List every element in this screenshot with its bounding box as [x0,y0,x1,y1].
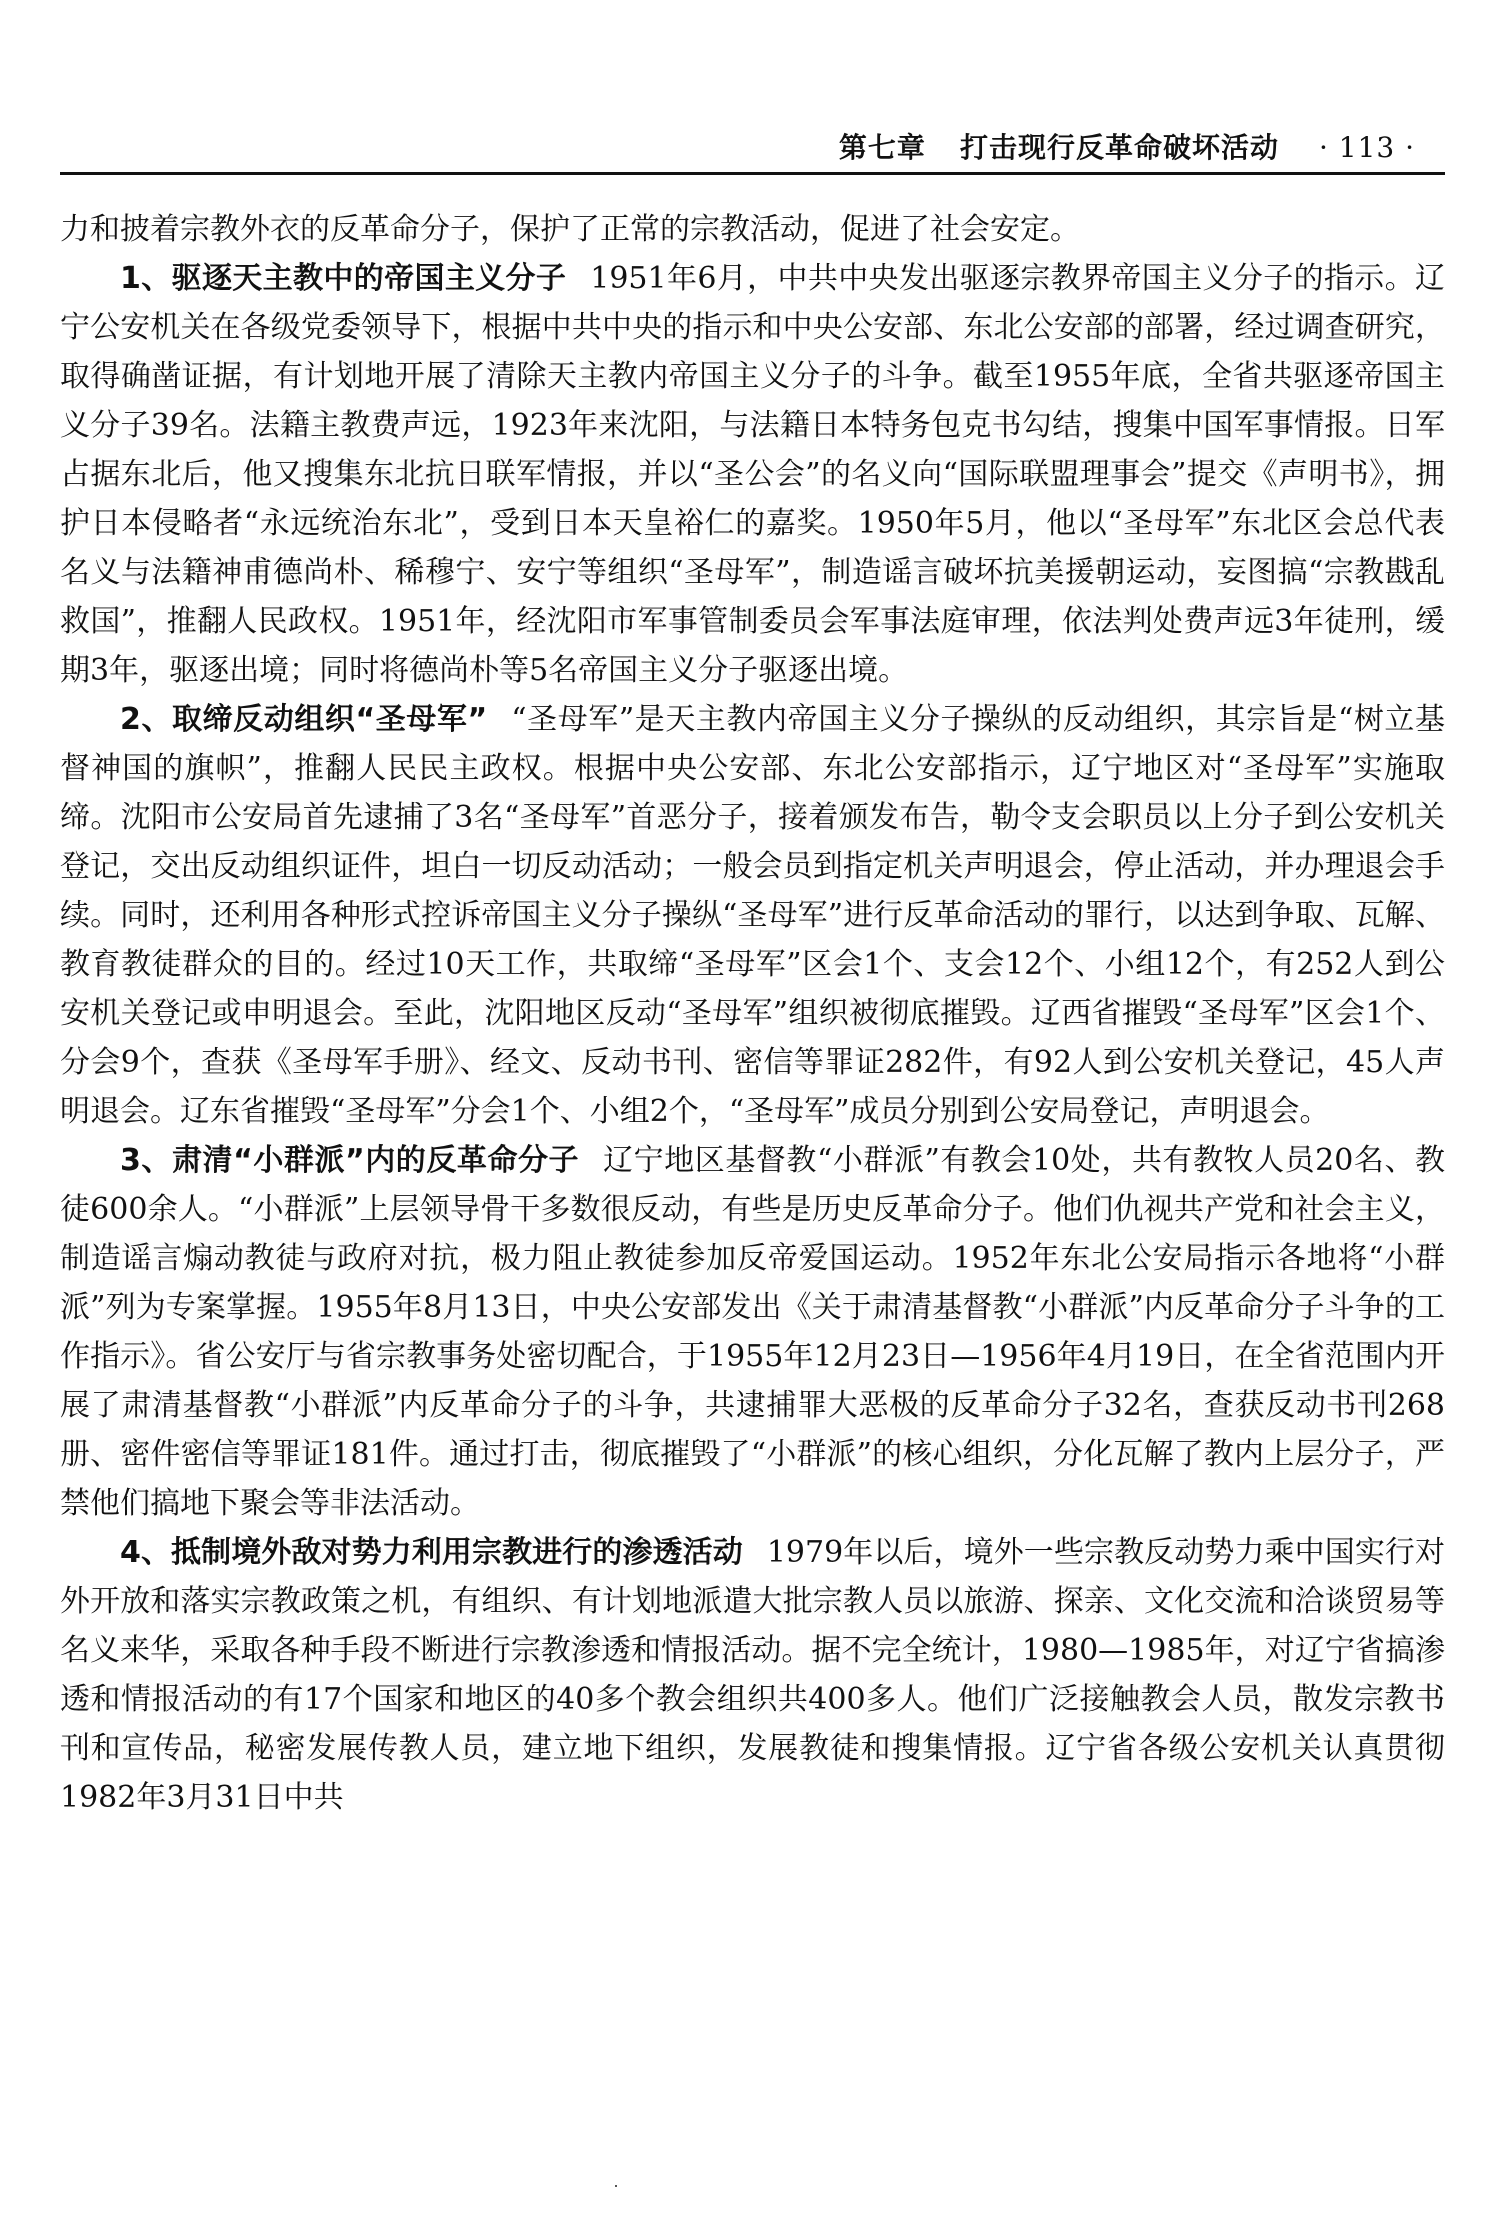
header-right [839,126,1415,166]
paragraph-text: 1951年6月，中共中央发出驱逐宗教界帝国主义分子的指示。辽宁公安机关在各级党委领导下，根据中共中央的指示和中央公安部、东北公安部的部署，经过调查研究，取得确凿证据，有计划地开展了清除天主教内帝国主义分子的斗争。截至1955年底，全省共驱逐帝国主义分子39名。法籍主教费声远，1923年来沈阳，与法籍日本特务包克书勾结，搜集中国军事情报。日军占据东北后，他又搜集东北抗日联军情报，并以“圣公会”的名义向“国际联盟理事会”提交《声明书》，拥护日本侵略者“永远统治东北”，受到日本天皇裕仁的嘉奖。1950年5月，他以“圣母军”东北区会总代表名义与法籍神甫德尚朴、稀穆宁、安宁等组织“圣母军”，制造谣言破坏抗美援朝运动，妄图搞“宗教戡乱救国”，推翻人民政权。1951年，经沈阳市军事管制委员会军事法庭审理，依法判处费声远3年徒刑，缓期3年，驱逐出境；同时将德尚朴等5名帝国主义分子驱逐出境。 [60,261,1445,688]
section-4 [60,1528,1445,1822]
scan-speck [615,2185,617,2187]
paragraph-text: 力和披着宗教外衣的反革命分子，保护了正常的宗教活动，促进了社会安定。 [60,212,1080,247]
running-header [60,122,1445,175]
section-2 [60,695,1445,1136]
chapter-title: 打击现行反革命破坏活动 [959,131,1279,164]
paragraph-continuation [60,205,1445,254]
paragraph-text: “圣母军”是天主教内帝国主义分子操纵的反动组织，其宗旨是“树立基督神国的旗帜”，推翻人民民主政权。根据中央公安部、东北公安部指示，辽宁地区对“圣母军”实施取缔。沈阳市公安局首先逮捕了3名“圣母军”首恶分子，接着颁发布告，勒令支会职员以上分子到公安机关登记，交出反动组织证件，坦白一切反动活动；一般会员到指定机关声明退会，停止活动，并办理退会手续。同时，还利用各种形式控诉帝国主义分子操纵“圣母军”进行反革命活动的罪行，以达到争取、瓦解、教育教徒群众的目的。经过10天工作，共取缔“圣母军”区会1个、支会12个、小组12个，有252人到公安机关登记或申明退会。至此，沈阳地区反动“圣母军”组织被彻底摧毁。辽西省摧毁“圣母军”区会1个、分会9个，查获《圣母军手册》、经文、反动书刊、密信等罪证282件，有92人到公安机关登记，45人声明退会。辽东省摧毁“圣母军”分会1个、小组2个，“圣母军”成员分别到公安局登记，声明退会。 [60,702,1445,1129]
paragraph-text: 辽宁地区基督教“小群派”有教会10处，共有教牧人员20名、教徒600余人。“小群派”上层领导骨干多数很反动，有些是历史反革命分子。他们仇视共产党和社会主义，制造谣言煽动教徒与政府对抗，极力阻止教徒参加反帝爱国运动。1952年东北公安局指示各地将“小群派”列为专案掌握。1955年8月13日，中央公安部发出《关于肃清基督教“小群派”内反革命分子斗争的工作指示》。省公安厅与省宗教事务处密切配合，于1955年12月23日—1956年4月19日，在全省范围内开展了肃清基督教“小群派”内反革命分子的斗争，共逮捕罪大恶极的反革命分子32名，查获反动书刊268册、密件密信等罪证181件。通过打击，彻底摧毁了“小群派”的核心组织，分化瓦解了教内上层分子，严禁他们搞地下聚会等非法活动。 [60,1143,1445,1521]
chapter-label: 第七章 [838,131,926,164]
page-number: · 113 · [1318,131,1415,164]
body-text [60,205,1445,1822]
paragraph-text: 1979年以后，境外一些宗教反动势力乘中国实行对外开放和落实宗教政策之机，有组织、有计划地派遣大批宗教人员以旅游、探亲、文化交流和洽谈贸易等名义来华，采取各种手段不断进行宗教渗透和情报活动。据不完全统计，1980—1985年，对辽宁省搞渗透和情报活动的有17个国家和地区的40多个教会组织共400多人。他们广泛接触教会人员，散发宗教书刊和宣传品，秘密发展传教人员，建立地下组织，发展教徒和搜集情报。辽宁省各级公安机关认真贯彻1982年3月31日中共 [60,1535,1445,1815]
book-page [60,0,1445,2234]
section-heading: 2、取缔反动组织“圣母军” [120,702,488,737]
section-1 [60,254,1445,695]
section-3 [60,1136,1445,1528]
section-heading: 3、肃清“小群派”内的反革命分子 [120,1143,580,1178]
section-heading: 4、抵制境外敌对势力利用宗教进行的渗透活动 [120,1535,743,1570]
section-heading: 1、驱逐天主教中的帝国主义分子 [120,261,567,296]
